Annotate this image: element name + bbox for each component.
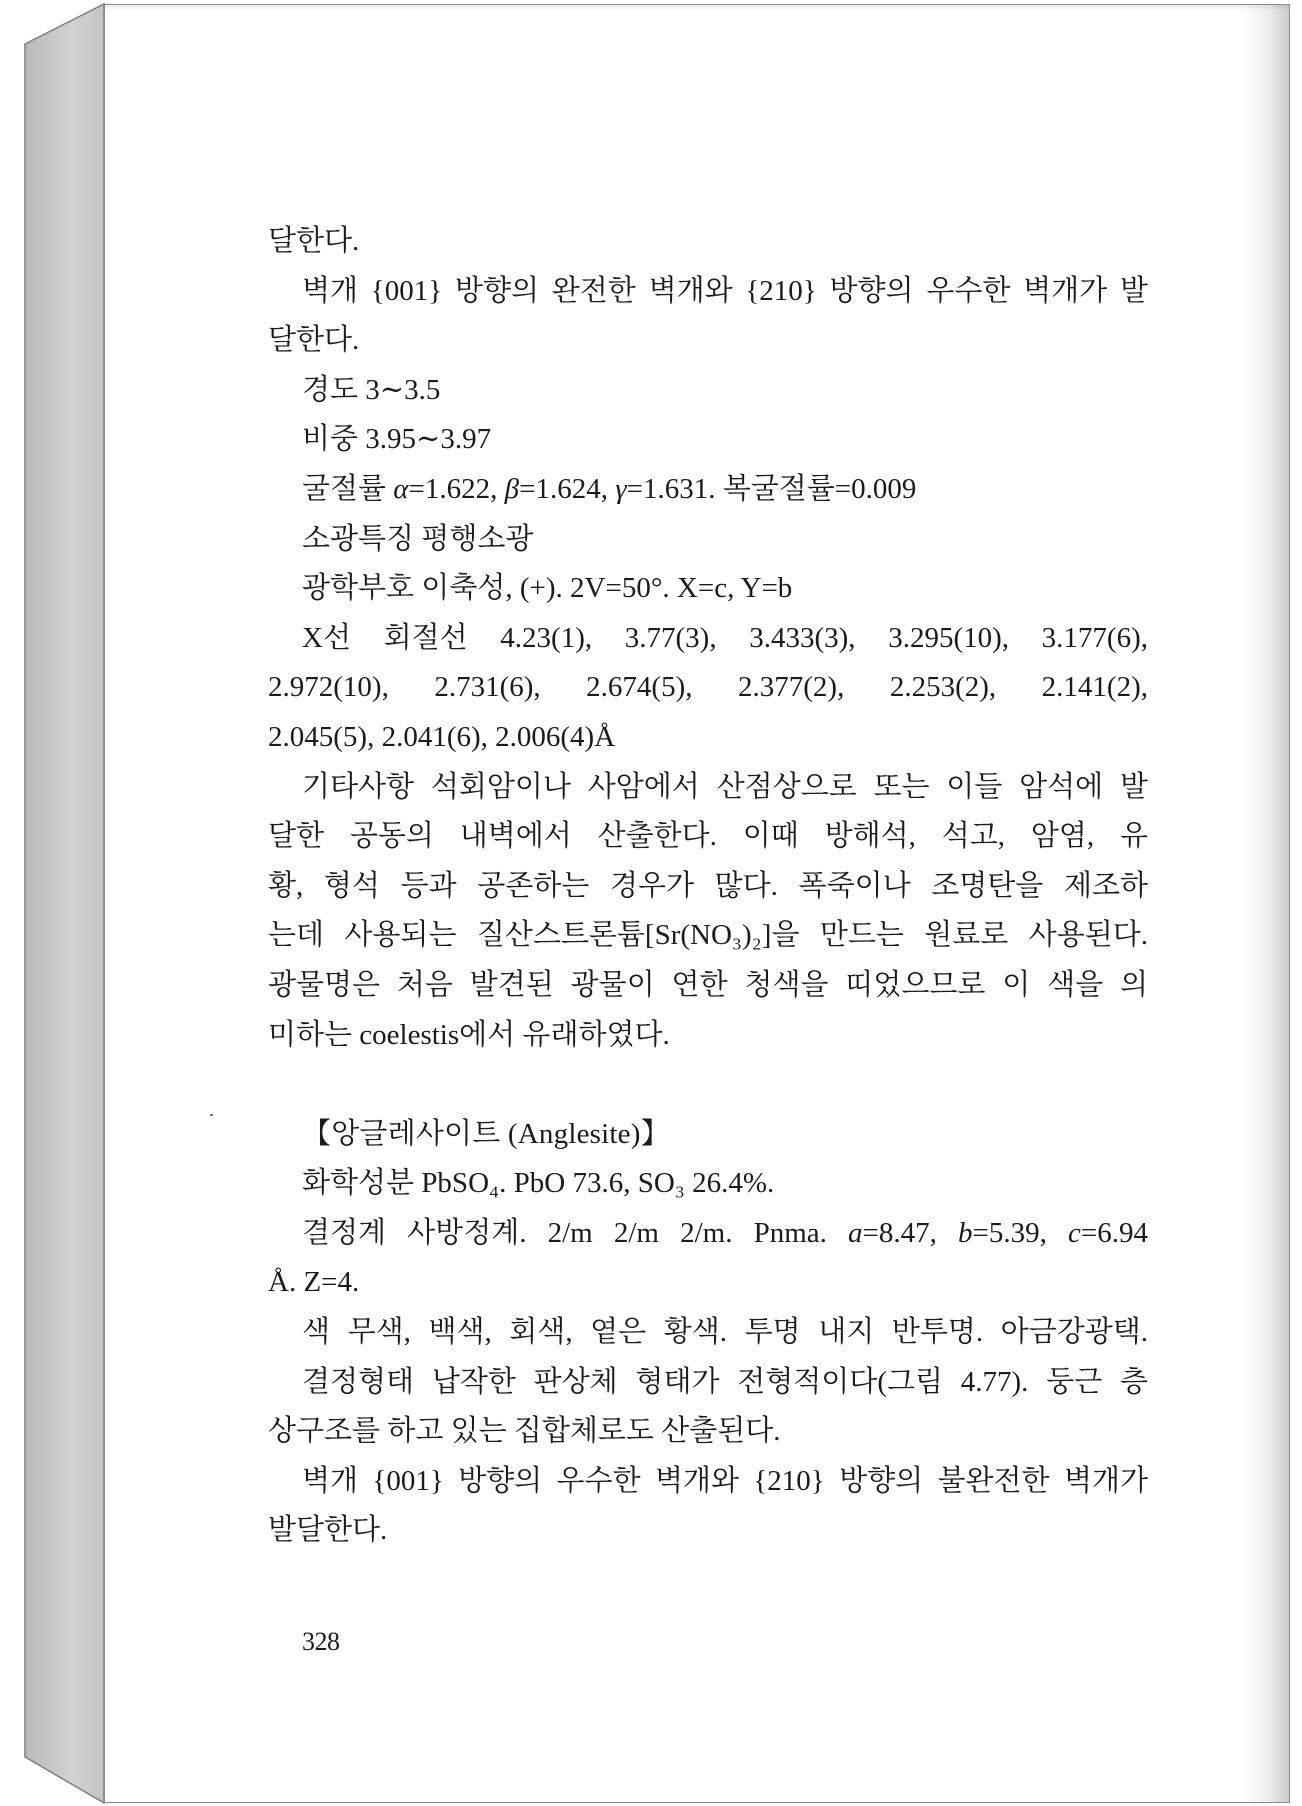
text-run: Å. Z=4. <box>268 1266 360 1299</box>
paragraph-line <box>268 217 1148 267</box>
paragraph-line <box>268 961 1148 1011</box>
section-heading <box>268 1110 1148 1160</box>
paragraph-line <box>268 1011 1148 1061</box>
paragraph-line <box>268 415 1148 465</box>
paragraph-line <box>268 316 1148 366</box>
paragraph-line <box>268 465 1148 515</box>
paragraph-line <box>268 366 1148 416</box>
blank-line <box>268 1060 1148 1110</box>
text-run: 발달한다. <box>268 1514 388 1547</box>
page-edge-shadow <box>1243 5 1289 1802</box>
text-run: 비중 3.95∼3.97 <box>302 423 492 456</box>
text-run: 화학성분 PbSO₄. PbO 73.6, SO₃ 26.4%. <box>302 1167 775 1200</box>
paragraph-line <box>268 1258 1148 1308</box>
text-run: 달한다. <box>268 225 360 257</box>
heading-text: 【앙글레사이트 (Anglesite)】 <box>302 1117 670 1150</box>
text-run: =6.94 <box>1080 1216 1149 1249</box>
paragraph-line <box>268 267 1148 317</box>
paragraph-line <box>268 1457 1148 1507</box>
paragraph-line <box>268 713 1148 763</box>
text-run: 상구조를 하고 있는 집합체로도 산출된다. <box>268 1415 781 1448</box>
text-run: 벽개 {001} 방향의 우수한 벽개와 {210} 방향의 불완전한 벽개가 <box>302 1464 1148 1497</box>
text-run: =1.622, <box>408 472 505 505</box>
text-run: 황, 형석 등과 공존하는 경우가 많다. 폭죽이나 조명탄을 제조하 <box>268 869 1148 902</box>
page-number: 328 <box>302 1627 340 1656</box>
paragraph-line <box>268 614 1148 664</box>
italic-symbol: α <box>393 472 409 505</box>
text-run: 벽개 {001} 방향의 완전한 벽개와 {210} 방향의 우수한 벽개가 발 <box>302 274 1148 307</box>
text-run: =1.624, <box>519 472 616 505</box>
page-body-text <box>268 217 1148 1556</box>
text-run: X선 회절선 4.23(1), 3.77(3), 3.433(3), 3.295(10), 3.177(6), <box>302 621 1148 654</box>
text-run: 달한다. <box>268 324 360 357</box>
paragraph-line <box>268 515 1148 565</box>
paragraph-line <box>268 663 1148 713</box>
italic-symbol: b <box>958 1216 973 1249</box>
text-run: 광학부호 이축성, (+). 2V=50°. X=c, Y=b <box>302 572 793 605</box>
text-run: =5.39, <box>972 1216 1069 1249</box>
paragraph-line <box>268 1358 1148 1408</box>
text-run: 미하는 coelestis에서 유래하였다. <box>268 1018 670 1051</box>
paragraph-line <box>268 1407 1148 1457</box>
text-run: 결정계 사방정계. 2/m 2/m 2/m. Pnma. <box>302 1216 849 1249</box>
text-run: 는데 사용되는 질산스트론튬[Sr(NO₃)₂]을 만드는 원료로 사용된다. <box>268 919 1148 952</box>
page-top-shade <box>105 5 1289 11</box>
paragraph-line <box>268 1506 1148 1556</box>
italic-symbol: c <box>1068 1216 1081 1249</box>
text-run: 경도 3∼3.5 <box>302 373 441 406</box>
italic-symbol: γ <box>615 472 627 505</box>
italic-symbol: a <box>848 1216 863 1249</box>
text-run: 기타사항 석회암이나 사암에서 산점상으로 또는 이들 암석에 발 <box>302 770 1148 803</box>
paragraph-line <box>268 1209 1148 1259</box>
text-run: 소광특징 평행소광 <box>302 522 534 555</box>
paragraph-line <box>268 1308 1148 1358</box>
paragraph-line <box>268 911 1148 961</box>
paragraph-line <box>268 1159 1148 1209</box>
text-run: 굴절률 <box>302 472 394 505</box>
text-run: 2.972(10), 2.731(6), 2.674(5), 2.377(2), 2.253(2), 2.141(2), <box>268 671 1148 704</box>
text-run: =1.631. 복굴절률=0.009 <box>626 472 917 505</box>
italic-symbol: β <box>504 472 520 505</box>
paragraph-line <box>268 564 1148 614</box>
paragraph-line <box>268 862 1148 912</box>
paragraph-line <box>268 812 1148 862</box>
text-run: 광물명은 처음 발견된 광물이 연한 청색을 띠었으므로 이 색을 의 <box>268 968 1148 1001</box>
stray-mark <box>210 1114 213 1116</box>
book-spine <box>0 0 110 1806</box>
text-run: 결정형태 납작한 판상체 형태가 전형적이다(그림 4.77). 둥근 층 <box>302 1365 1148 1398</box>
paragraph-line <box>268 763 1148 813</box>
text-run: 달한 공동의 내벽에서 산출한다. 이때 방해석, 석고, 암염, 유 <box>268 820 1148 853</box>
text-run: =8.47, <box>862 1216 959 1249</box>
text-run: 2.045(5), 2.041(6), 2.006(4)Å <box>268 720 616 753</box>
text-run: 색 무색, 백색, 회색, 옅은 황색. 투명 내지 반투명. 아금강광택. <box>302 1316 1148 1349</box>
